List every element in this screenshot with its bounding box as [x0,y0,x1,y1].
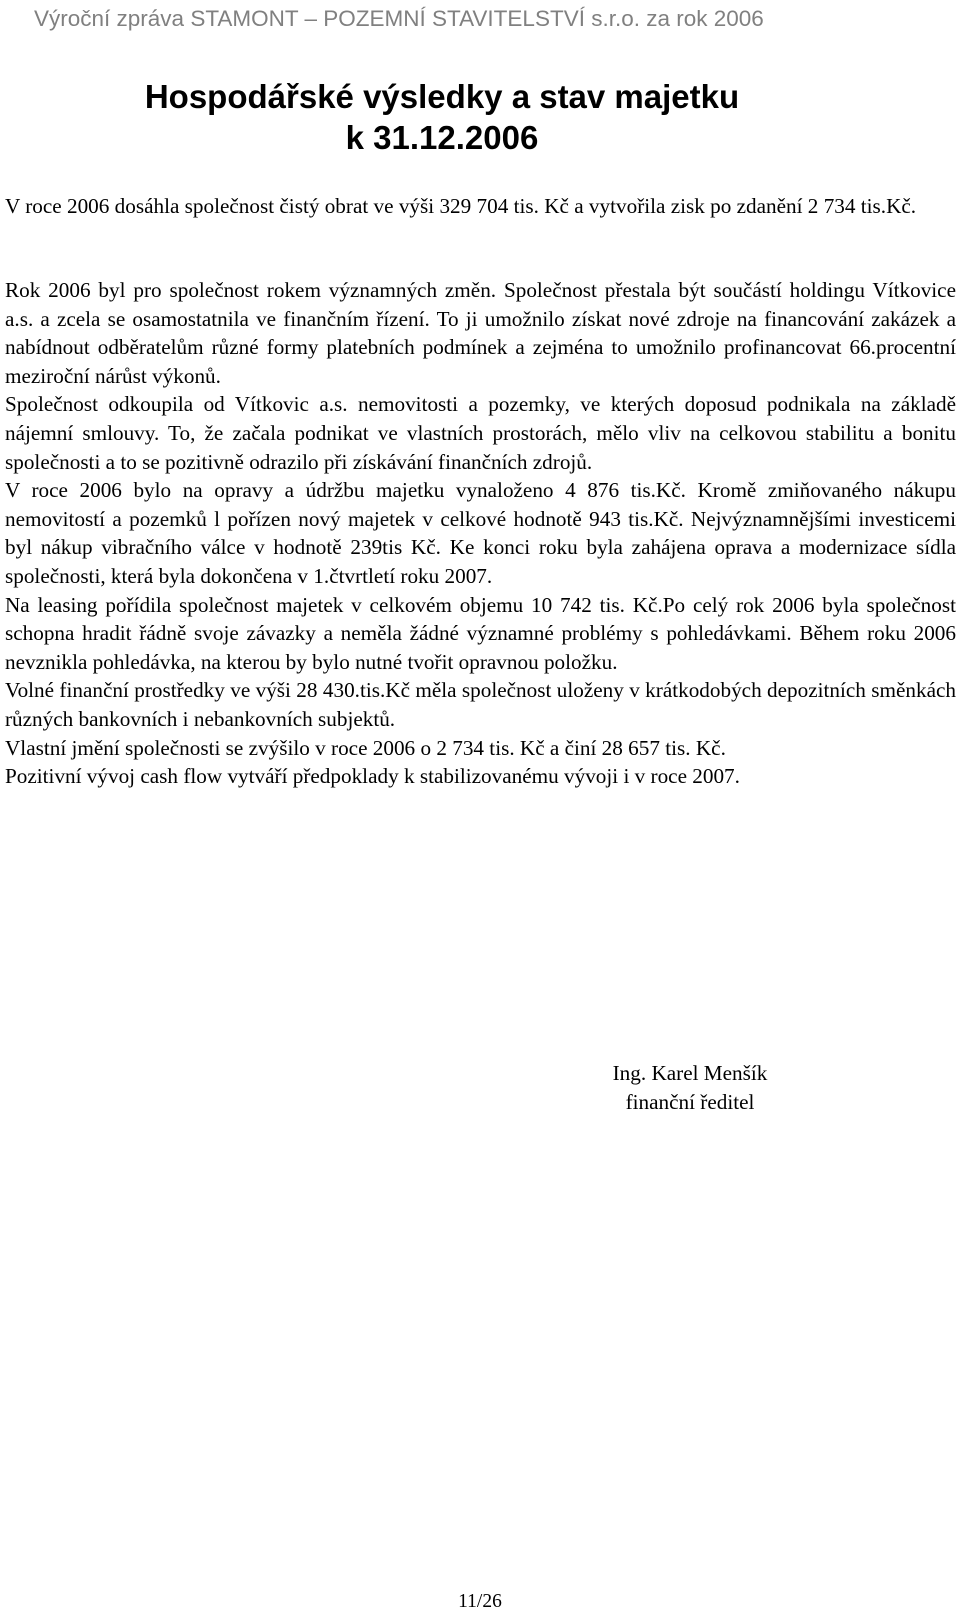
running-header: Výroční zpráva STAMONT – POZEMNÍ STAVITELSTVÍ s.r.o. za rok 2006 [34,6,764,31]
paragraph-maintenance-investments: V roce 2006 bylo na opravy a údržbu majetku vynaloženo 4 876 tis.Kč. Kromě zmiňovaného nákupu nemovitostí a pozemků l pořízen nový majetek v celkové hodnotě 943 tis.Kč. Nejvýznamnějšími investicemi byl nákup vibračního válce v hodnotě 239tis Kč. Ke konci roku byla zahájena oprava a modernizace sídla společnosti, která byla dokončena v 1.čtvrtletí roku 2007. [5,478,956,588]
signature-block [540,1059,840,1117]
paragraph-changes-2006: Rok 2006 byl pro společnost rokem významných změn. Společnost přestala být součástí holdingu Vítkovice a.s. a zcela se osamostatnila ve finančním řízení. To ji umožnilo získat nové zdroje na financování zakázek a nabídnout odběratelům různé formy platebních podmínek a zejména to umožnilo profinancovat 66.procentní meziroční nárůst výkonů. [5,278,956,388]
body-text [5,276,956,791]
page-title-line-1: Hospodářské výsledky a stav majetku [144,78,740,115]
intro-paragraph-block [5,192,956,221]
paragraph-equity: Vlastní jmění společnosti se zvýšilo v roce 2006 o 2 734 tis. Kč a činí 28 657 tis. Kč. [5,735,726,760]
signatory-position: finanční ředitel [625,1090,755,1114]
signatory-name: Ing. Karel Menšík [612,1061,768,1085]
intro-paragraph: V roce 2006 dosáhla společnost čistý obrat ve výši 329 704 tis. Kč a vytvořila zisk po zdanění 2 734 tis.Kč. [5,194,917,218]
page-number: 11/26 [458,1591,502,1612]
paragraph-property-purchase: Společnost odkoupila od Vítkovic a.s. nemovitosti a pozemky, ve kterých doposud podnikala na základě nájemní smlouvy. To, že začala podnikat ve vlastních prostorách, mělo vliv na celkovou stabilitu a bonitu společnosti a to se pozitivně odrazilo při získávání finančních zdrojů. [5,392,956,474]
page-title [0,76,884,158]
paragraph-leasing: Na leasing pořídila společnost majetek v celkovém objemu 10 742 tis. Kč.Po celý rok 2006 byla společnost schopna hradit řádně svoje závazky a neměla žádné významné problémy s pohledávkami. Během roku 2006 nevznikla pohledávka, na kterou by bylo nutné tvořit opravnou položku. [5,592,956,674]
paragraph-cash-flow: Pozitivní vývoj cash flow vytváří předpoklady k stabilizovanému vývoji i v roce 2007. [5,764,740,789]
page-title-line-2: k 31.12.2006 [345,119,539,156]
paragraph-free-funds: Volné finanční prostředky ve výši 28 430.tis.Kč měla společnost uloženy v krátkodobých depozitních směnkách různých bankovních i nebankovních subjektů. [5,678,956,731]
